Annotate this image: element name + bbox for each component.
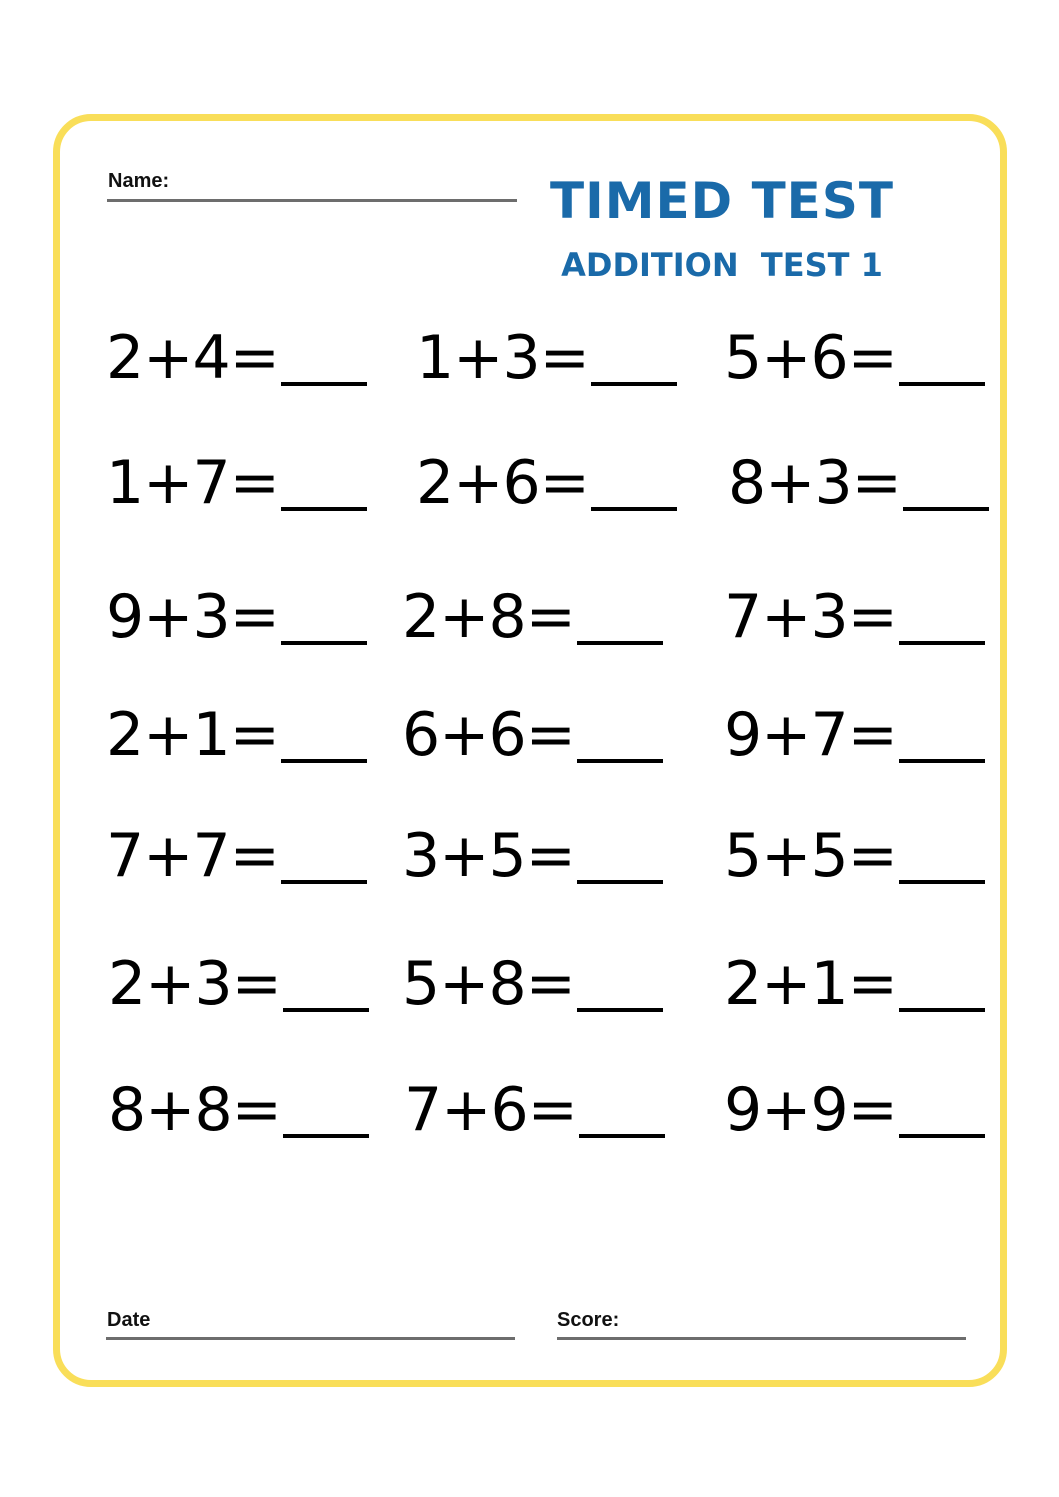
problem-expression: 7+3= [724,582,897,652]
problem-r5-c1[interactable] [106,821,367,891]
date-label: Date [107,1309,151,1331]
problem-expression: 1+7= [106,448,279,518]
problem-expression: 8+3= [728,448,901,518]
problem-expression: 9+7= [724,700,897,770]
answer-blank[interactable] [899,719,985,763]
problem-r3-c3[interactable] [724,582,985,652]
page-subtitle: ADDITION TEST 1 [561,246,883,284]
problem-expression: 5+6= [724,323,897,393]
problem-expression: 2+8= [402,582,575,652]
problem-expression: 8+8= [108,1075,281,1145]
answer-blank[interactable] [899,342,985,386]
problem-expression: 2+6= [416,448,589,518]
problem-r1-c3[interactable] [724,323,985,393]
answer-blank[interactable] [577,840,663,884]
problem-r3-c2[interactable] [402,582,663,652]
problem-r4-c3[interactable] [724,700,985,770]
problem-expression: 3+5= [402,821,575,891]
problem-r5-c3[interactable] [724,821,985,891]
answer-blank[interactable] [281,840,367,884]
problem-r2-c3[interactable] [728,448,989,518]
problem-r1-c1[interactable] [106,323,367,393]
problem-expression: 7+7= [106,821,279,891]
answer-blank[interactable] [283,1094,369,1138]
problem-r2-c2[interactable] [416,448,677,518]
date-field-line[interactable] [106,1337,515,1340]
problem-expression: 9+9= [724,1075,897,1145]
answer-blank[interactable] [579,1094,665,1138]
answer-blank[interactable] [591,342,677,386]
answer-blank[interactable] [577,601,663,645]
answer-blank[interactable] [281,719,367,763]
page-title: TIMED TEST [550,172,894,230]
answer-blank[interactable] [281,342,367,386]
problem-r2-c1[interactable] [106,448,367,518]
problem-r6-c1[interactable] [108,949,369,1019]
problem-r7-c3[interactable] [724,1075,985,1145]
problem-expression: 9+3= [106,582,279,652]
answer-blank[interactable] [577,719,663,763]
name-label: Name: [108,170,170,192]
problem-r5-c2[interactable] [402,821,663,891]
problem-r6-c3[interactable] [724,949,985,1019]
problem-expression: 2+3= [108,949,281,1019]
answer-blank[interactable] [281,467,367,511]
problem-expression: 7+6= [404,1075,577,1145]
problem-expression: 2+4= [106,323,279,393]
problem-r1-c2[interactable] [416,323,677,393]
problem-expression: 6+6= [402,700,575,770]
answer-blank[interactable] [899,1094,985,1138]
answer-blank[interactable] [899,968,985,1012]
problem-expression: 2+1= [106,700,279,770]
problem-r4-c2[interactable] [402,700,663,770]
answer-blank[interactable] [591,467,677,511]
answer-blank[interactable] [903,467,989,511]
answer-blank[interactable] [283,968,369,1012]
problem-r7-c2[interactable] [404,1075,665,1145]
problem-expression: 5+5= [724,821,897,891]
problem-r3-c1[interactable] [106,582,367,652]
score-label: Score: [557,1309,620,1331]
score-field-line[interactable] [557,1337,966,1340]
answer-blank[interactable] [899,840,985,884]
problem-r7-c1[interactable] [108,1075,369,1145]
problem-r6-c2[interactable] [402,949,663,1019]
problem-expression: 5+8= [402,949,575,1019]
name-field-line[interactable] [107,199,517,202]
answer-blank[interactable] [577,968,663,1012]
problem-r4-c1[interactable] [106,700,367,770]
problem-expression: 2+1= [724,949,897,1019]
answer-blank[interactable] [281,601,367,645]
answer-blank[interactable] [899,601,985,645]
problem-expression: 1+3= [416,323,589,393]
